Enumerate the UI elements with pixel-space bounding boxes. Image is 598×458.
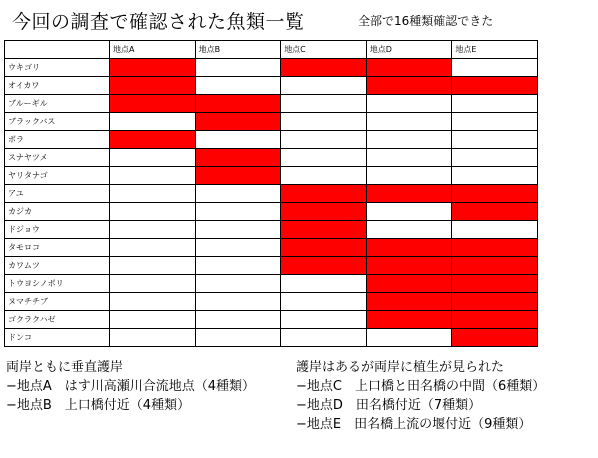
site-header-a: 地点A (110, 41, 196, 59)
summary-text: 全部で16種類確認できた (358, 14, 494, 28)
table-row (5, 221, 538, 239)
presence-cell-site-c (281, 275, 367, 293)
presence-cell-site-d (366, 131, 452, 149)
presence-cell-site-b (195, 131, 281, 149)
table-row (5, 131, 538, 149)
table-row (5, 95, 538, 113)
presence-cell-site-c (281, 59, 367, 77)
presence-cell-site-a (110, 185, 196, 203)
presence-cell-site-b (195, 59, 281, 77)
presence-cell-site-c (281, 131, 367, 149)
table-row (5, 149, 538, 167)
presence-cell-site-a (110, 167, 196, 185)
notes-heading: 護岸はあるが両岸に植生が見られた (296, 360, 505, 375)
fish-name-cell: タモロコ (5, 239, 110, 257)
presence-cell-site-c (281, 221, 367, 239)
site-header-c: 地点C (281, 41, 367, 59)
presence-cell-site-b (195, 149, 281, 167)
presence-cell-site-d (366, 257, 452, 275)
presence-cell-site-b (195, 293, 281, 311)
presence-cell-site-a (110, 329, 196, 347)
presence-cell-site-d (366, 203, 452, 221)
presence-cell-site-c (281, 239, 367, 257)
notes-vegetated-banks (296, 358, 545, 434)
site-header-d: 地点D (366, 41, 452, 59)
presence-cell-site-b (195, 185, 281, 203)
note-site-a: −地点A はす川高瀬川合流地点（4種類） (6, 379, 256, 394)
presence-cell-site-d (366, 185, 452, 203)
fish-name-cell: スナヤツメ (5, 149, 110, 167)
presence-cell-site-d (366, 95, 452, 113)
corner-cell (5, 41, 110, 59)
table-row (5, 329, 538, 347)
presence-cell-site-e (452, 77, 538, 95)
presence-cell-site-d (366, 275, 452, 293)
presence-cell-site-c (281, 293, 367, 311)
note-site-c: −地点C 上口橋と田名橋の中間（6種類） (296, 379, 546, 394)
table-row (5, 293, 538, 311)
table-header-row (5, 41, 538, 59)
fish-species-table (4, 40, 538, 347)
note-site-e: −地点E 田名橋上流の堰付近（9種類） (296, 417, 532, 432)
presence-cell-site-d (366, 167, 452, 185)
fish-name-cell: トウヨシノボリ (5, 275, 110, 293)
presence-cell-site-a (110, 275, 196, 293)
fish-name-cell: ブルーギル (5, 95, 110, 113)
presence-cell-site-e (452, 329, 538, 347)
presence-cell-site-a (110, 113, 196, 131)
presence-cell-site-c (281, 95, 367, 113)
presence-cell-site-b (195, 239, 281, 257)
fish-name-cell: ドンコ (5, 329, 110, 347)
presence-cell-site-d (366, 221, 452, 239)
presence-cell-site-a (110, 77, 196, 95)
presence-cell-site-e (452, 113, 538, 131)
presence-cell-site-e (452, 149, 538, 167)
site-header-e: 地点E (452, 41, 538, 59)
presence-cell-site-d (366, 293, 452, 311)
presence-cell-site-c (281, 311, 367, 329)
presence-cell-site-d (366, 329, 452, 347)
presence-cell-site-e (452, 275, 538, 293)
fish-name-cell: カワムツ (5, 257, 110, 275)
presence-cell-site-a (110, 293, 196, 311)
fish-name-cell: ゴクラクハゼ (5, 311, 110, 329)
presence-cell-site-c (281, 77, 367, 95)
fish-name-cell: ウキゴリ (5, 59, 110, 77)
presence-cell-site-b (195, 95, 281, 113)
presence-cell-site-c (281, 149, 367, 167)
table-row (5, 203, 538, 221)
presence-cell-site-e (452, 203, 538, 221)
presence-cell-site-a (110, 131, 196, 149)
presence-cell-site-a (110, 59, 196, 77)
presence-cell-site-d (366, 113, 452, 131)
presence-cell-site-c (281, 185, 367, 203)
presence-cell-site-c (281, 167, 367, 185)
note-site-d: −地点D 田名橋付近（7種類） (296, 398, 482, 413)
presence-cell-site-d (366, 311, 452, 329)
presence-cell-site-e (452, 131, 538, 149)
notes-heading: 両岸ともに垂直護岸 (6, 360, 124, 375)
presence-cell-site-c (281, 257, 367, 275)
presence-cell-site-b (195, 167, 281, 185)
table-body (5, 59, 538, 347)
presence-cell-site-b (195, 77, 281, 95)
presence-cell-site-e (452, 293, 538, 311)
presence-cell-site-c (281, 113, 367, 131)
table-row (5, 167, 538, 185)
page-title: 今回の調査で確認された魚類一覧 (12, 11, 305, 33)
fish-name-cell: ヌマチチブ (5, 293, 110, 311)
presence-cell-site-a (110, 95, 196, 113)
presence-cell-site-b (195, 221, 281, 239)
table-row (5, 239, 538, 257)
presence-cell-site-a (110, 149, 196, 167)
table-row (5, 185, 538, 203)
fish-name-cell: アユ (5, 185, 110, 203)
presence-cell-site-a (110, 221, 196, 239)
site-header-b: 地点B (195, 41, 281, 59)
fish-name-cell: オイカワ (5, 77, 110, 95)
presence-cell-site-e (452, 59, 538, 77)
table-row (5, 275, 538, 293)
presence-cell-site-a (110, 311, 196, 329)
presence-cell-site-e (452, 185, 538, 203)
notes-vertical-revetment (6, 358, 255, 415)
presence-cell-site-b (195, 113, 281, 131)
presence-cell-site-c (281, 329, 367, 347)
presence-cell-site-b (195, 311, 281, 329)
presence-cell-site-b (195, 275, 281, 293)
fish-name-cell: ボラ (5, 131, 110, 149)
presence-cell-site-d (366, 149, 452, 167)
table-row (5, 59, 538, 77)
table-row (5, 113, 538, 131)
presence-cell-site-e (452, 311, 538, 329)
presence-cell-site-a (110, 257, 196, 275)
table-row (5, 311, 538, 329)
table-row (5, 77, 538, 95)
table-row (5, 257, 538, 275)
fish-name-cell: ドジョウ (5, 221, 110, 239)
presence-cell-site-b (195, 203, 281, 221)
presence-cell-site-d (366, 77, 452, 95)
presence-cell-site-e (452, 239, 538, 257)
presence-cell-site-d (366, 239, 452, 257)
presence-cell-site-e (452, 221, 538, 239)
fish-name-cell: カジカ (5, 203, 110, 221)
presence-cell-site-e (452, 95, 538, 113)
presence-cell-site-a (110, 239, 196, 257)
fish-name-cell: ヤリタナゴ (5, 167, 110, 185)
presence-cell-site-b (195, 329, 281, 347)
presence-cell-site-c (281, 203, 367, 221)
presence-cell-site-e (452, 167, 538, 185)
presence-cell-site-e (452, 257, 538, 275)
presence-cell-site-b (195, 257, 281, 275)
fish-name-cell: ブラックバス (5, 113, 110, 131)
presence-cell-site-d (366, 59, 452, 77)
note-site-b: −地点B 上口橋付近（4種類） (6, 398, 191, 413)
presence-cell-site-a (110, 203, 196, 221)
